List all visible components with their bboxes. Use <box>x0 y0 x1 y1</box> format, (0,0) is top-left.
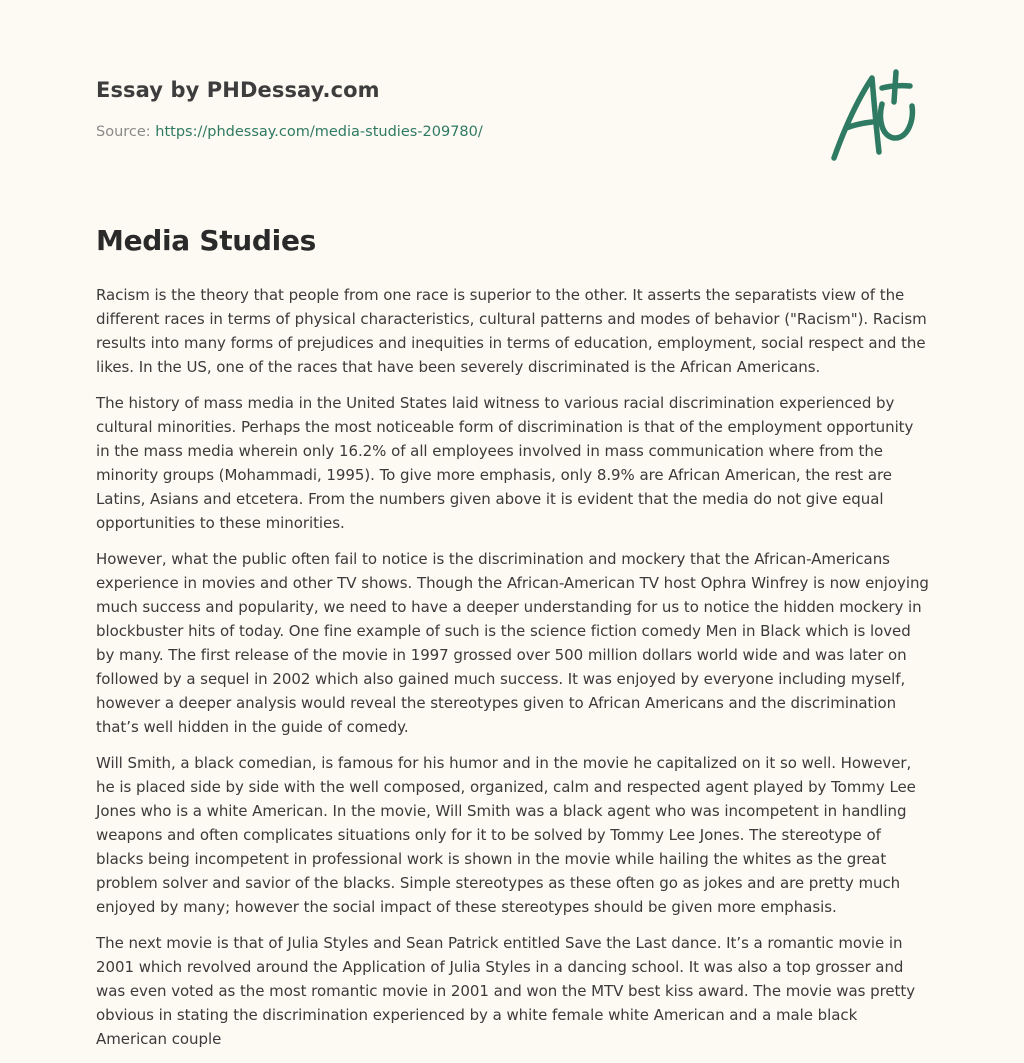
source-label: Source: <box>96 124 151 140</box>
essay-title: Media Studies <box>96 224 317 257</box>
essay-paragraph: However, what the public often fail to notice is the discrimination and mockery that the African-Americans experience in movies and other TV shows. Though the African-American TV host Ophra Winfrey is now enjoying much success and popularity, we need to have a deeper understanding for us to notice the hidden mockery in blockbuster hits of today. One fine example of such is the science fiction comedy Men in Black which is loved by many. The first release of the movie in 1997 grossed over 500 million dollars world wide and was later on followed by a sequel in 2002 which also gained much success. It was enjoyed by everyone including myself, however a deeper analysis would reveal the stereotypes given to African Americans and the discrimination that’s well hidden in the guide of comedy. <box>96 550 929 736</box>
essay-paragraph: Racism is the theory that people from one race is superior to the other. It asserts the separatists view of the different races in terms of physical characteristics, cultural patterns and modes of behavior ("Racism"). Racism results into many forms of prejudices and inequities in terms of education, employment, social respect and the likes. In the US, one of the races that have been severely discriminated is the African Americans. <box>96 286 927 376</box>
site-brand: Essay by PHDessay.com <box>96 78 380 102</box>
source-link[interactable]: https://phdessay.com/media-studies-209780/ <box>155 124 483 140</box>
essay-paragraph: The next movie is that of Julia Styles and Sean Patrick entitled Save the Last dance. It’s a romantic movie in 2001 which revolved around the Application of Julia Styles in a dancing school. It was also a top grosser and was even voted as the most romantic movie in 2001 and won the MTV best kiss award. The movie was pretty obvious in stating the discrimination experienced by a white female white American and a male black American couple <box>96 934 916 1048</box>
essay-paragraph: The history of mass media in the United States laid witness to various racial discrimination experienced by cultural minorities. Perhaps the most noticeable form of discrimination is that of the employment opportunity in the mass media wherein only 16.2% of all employees involved in mass communication where from the minority groups (Mohammadi, 1995). To give more emphasis, only 8.9% are African American, the rest are Latins, Asians and etcetera. From the numbers given above it is evident that the media do not give equal opportunities to these minorities. <box>96 394 914 532</box>
a-plus-logo-icon <box>824 68 928 164</box>
essay-body <box>96 283 930 1063</box>
source-line <box>96 124 483 140</box>
essay-paragraph: Will Smith, a black comedian, is famous for his humor and in the movie he capitalized on it so well. However, he is placed side by side with the well composed, organized, calm and respected agent played by Tommy Lee Jones who is a white American. In the movie, Will Smith was a black agent who was incompetent in handling weapons and often complicates situations only for it to be solved by Tommy Lee Jones. The stereotype of blacks being incompetent in professional work is shown in the movie while hailing the whites as the great problem solver and savior of the blacks. Simple stereotypes as these often go as jokes and are pretty much enjoyed by many; however the social impact of these stereotypes should be given more emphasis. <box>96 754 916 916</box>
page-header <box>96 0 928 200</box>
